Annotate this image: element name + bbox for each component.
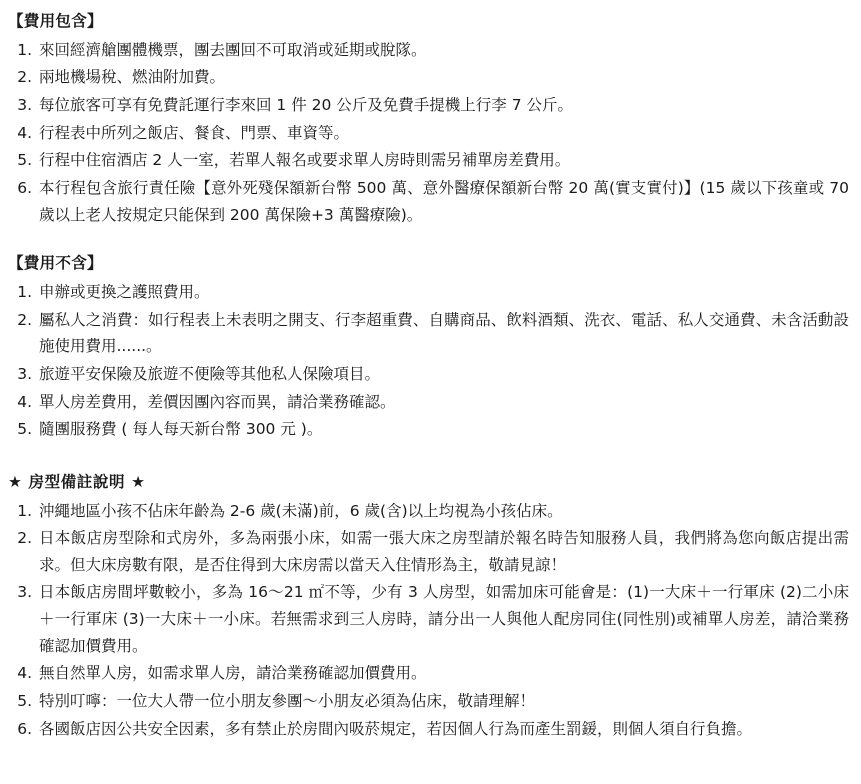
list-item-number: 5. xyxy=(17,692,32,711)
list-item-text: 每位旅客可享有免費託運行李來回 1 件 20 公斤及免費手提機上行李 7 公斤。 xyxy=(39,95,574,114)
list-item xyxy=(8,660,849,687)
list-item xyxy=(8,64,849,91)
section-excluded xyxy=(8,250,849,443)
list-item-text: 無自然單人房，如需求單人房，請洽業務確認加價費用。 xyxy=(39,664,427,683)
list-item-number: 5. xyxy=(17,151,32,170)
list-item-number: 2. xyxy=(17,68,32,87)
list-item xyxy=(8,120,849,147)
list-item-text: 兩地機場稅、燃油附加費。 xyxy=(39,68,226,87)
list-item xyxy=(8,579,849,659)
list-item-number: 3. xyxy=(17,95,32,114)
list-item-number: 5. xyxy=(17,420,32,439)
list-item-text: 屬私人之消費：如行程表上未表明之開支、行李超重費、自購商品、飲料酒類、洗衣、電話、私人交通費、未含活動設施使用費用......。 xyxy=(39,310,849,356)
list-item-text: 日本飯店房間坪數較小，多為 16～21 ㎡不等，少有 3 人房型，如需加床可能會是：(1)一大床＋一行軍床 (2)二小床＋一行軍床 (3)一大床＋一小床。若無需求到三人房時，請分出一人與他人配房同住(同性別)或補單人房差，請洽業務確認加價費用。 xyxy=(39,583,849,655)
list-item-text: 來回經濟艙團體機票，團去團回不可取消或延期或脫隊。 xyxy=(39,40,427,59)
list-item xyxy=(8,307,849,360)
section-room-notes xyxy=(8,469,849,743)
list-item-number: 3. xyxy=(17,364,32,383)
section-heading-included: 【費用包含】 xyxy=(8,12,103,30)
list-item-number: 1. xyxy=(17,501,32,520)
excluded-list xyxy=(8,279,849,443)
room-notes-list xyxy=(8,498,849,743)
list-item xyxy=(8,37,849,64)
list-item xyxy=(8,175,849,228)
list-item-number: 4. xyxy=(17,123,32,142)
list-item-number: 4. xyxy=(17,392,32,411)
list-item-number: 3. xyxy=(17,583,32,602)
list-item-text: 申辦或更換之護照費用。 xyxy=(39,282,210,301)
section-heading-room-notes: ★ 房型備註說明 ★ xyxy=(8,472,146,491)
list-item-text: 特別叮嚀：一位大人帶一位小朋友參團～小朋友必須為佔床，敬請理解！ xyxy=(39,692,536,711)
section-heading-excluded: 【費用不含】 xyxy=(8,254,103,273)
list-item-text: 旅遊平安保險及旅遊不便險等其他私人保險項目。 xyxy=(39,364,381,383)
list-item xyxy=(8,716,849,743)
list-item-number: 6. xyxy=(17,178,32,197)
section-spacer xyxy=(8,234,849,250)
list-item-text: 單人房差費用，差價因團內容而異，請洽業務確認。 xyxy=(39,392,396,411)
list-item-number: 1. xyxy=(17,282,32,301)
list-item-text: 行程表中所列之飯店、餐食、門票、車資等。 xyxy=(39,123,350,142)
list-item-number: 4. xyxy=(17,664,32,683)
list-item-number: 6. xyxy=(17,719,32,738)
list-item xyxy=(8,416,849,443)
list-item xyxy=(8,361,849,388)
list-item-number: 2. xyxy=(17,310,32,329)
included-list xyxy=(8,37,849,229)
list-item-text: 行程中住宿酒店 2 人一室，若單人報名或要求單人房時則需另補單房差費用。 xyxy=(39,151,571,170)
list-item-text: 隨團服務費 ( 每人每天新台幣 300 元 )。 xyxy=(39,420,323,439)
list-item xyxy=(8,389,849,416)
list-item-number: 2. xyxy=(17,529,32,548)
section-spacer xyxy=(8,449,849,469)
list-item xyxy=(8,92,849,119)
section-included xyxy=(8,8,849,228)
list-item xyxy=(8,688,849,715)
list-item-text: 各國飯店因公共安全因素，多有禁止於房間內吸菸規定，若因個人行為而產生罰鍰，則個人須自行負擔。 xyxy=(39,719,753,738)
list-item-text: 日本飯店房型除和式房外，多為兩張小床，如需一張大床之房型請於報名時告知服務人員，我們將為您向飯店提出需求。但大床房數有限，是否住得到大床房需以當天入住情形為主，敬請見諒！ xyxy=(39,529,849,574)
list-item-text: 本行程包含旅行責任險【意外死殘保額新台幣 500 萬、意外醫療保額新台幣 20 萬(實支實付)】(15 歲以下孩童或 70 歲以上老人按規定只能保到 200 萬保險+3 萬醫療險)。 xyxy=(39,178,849,224)
list-item-text: 沖繩地區小孩不佔床年齡為 2-6 歲(未滿)前，6 歲(含)以上均視為小孩佔床。 xyxy=(39,501,563,520)
list-item xyxy=(8,279,849,306)
list-item xyxy=(8,498,849,525)
list-item xyxy=(8,525,849,578)
list-item-number: 1. xyxy=(17,40,32,59)
list-item xyxy=(8,147,849,174)
